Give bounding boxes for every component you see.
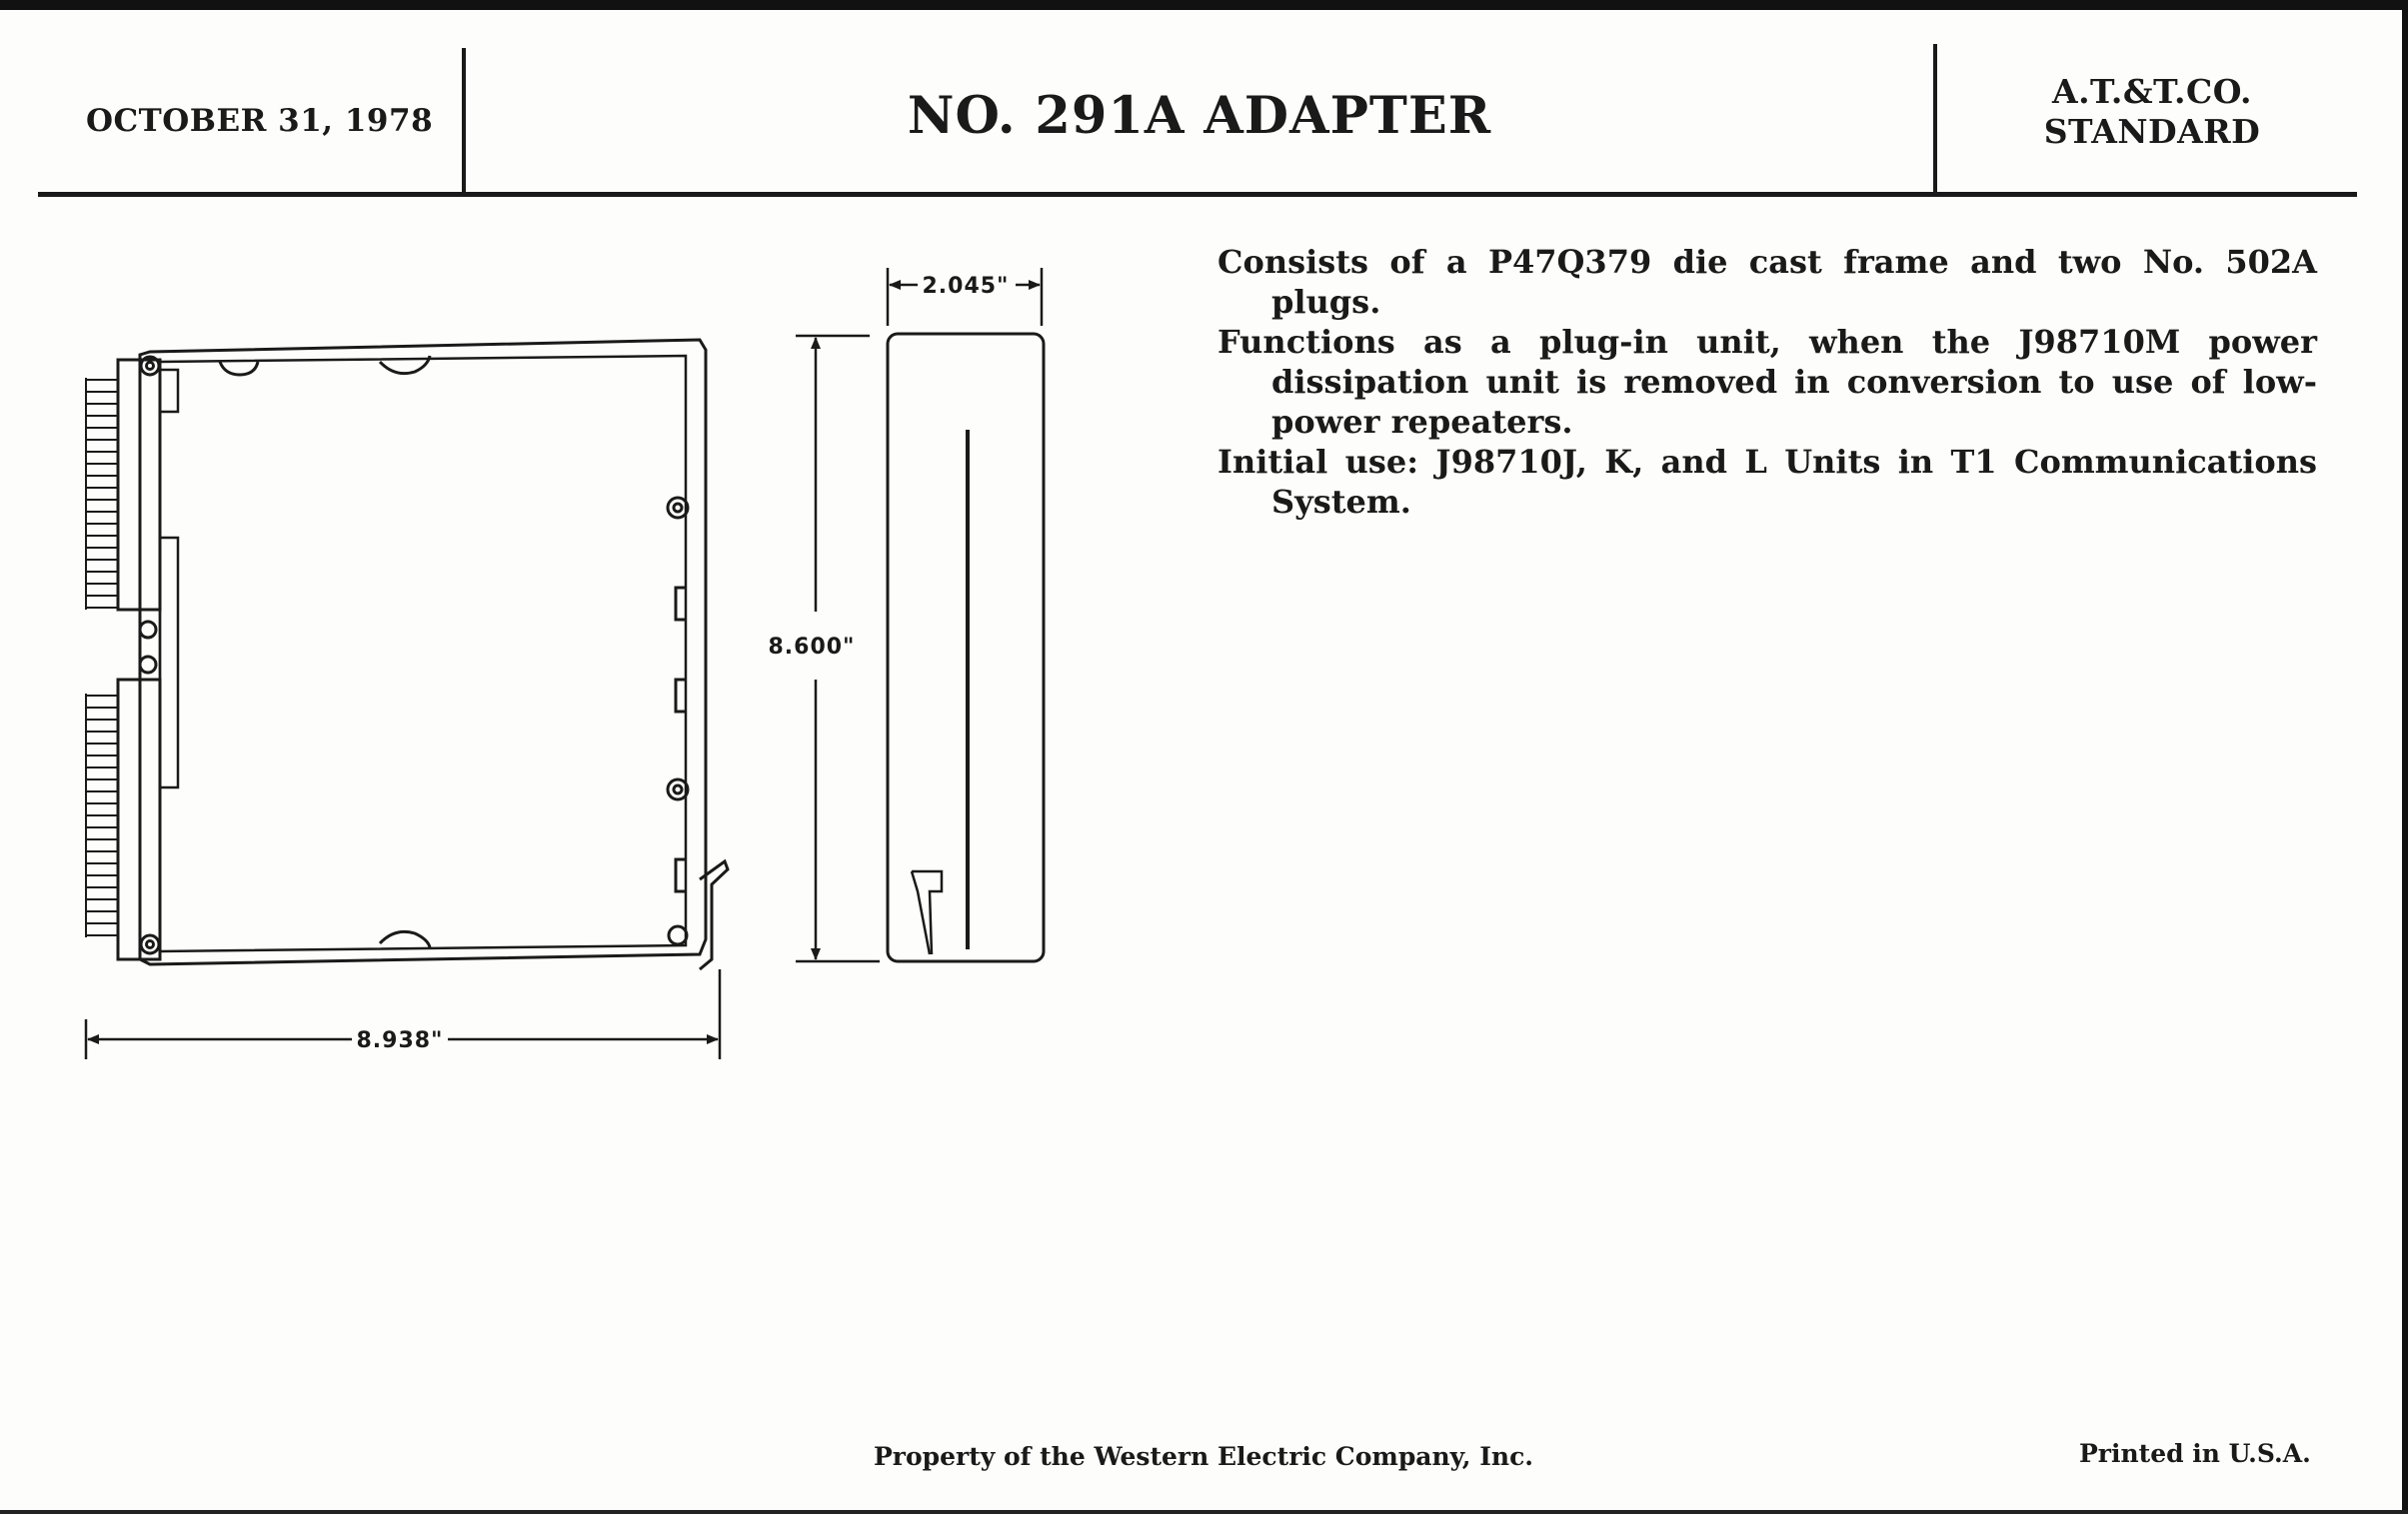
description-paragraph: Functions as a plug-in unit, when the J98710M power dissipation unit is removed in conversion to use of low-power repeaters. (1217, 323, 2317, 441)
standard-label (1937, 72, 2367, 152)
issue-date: OCTOBER 31, 1978 (86, 103, 434, 139)
side-view (86, 340, 728, 969)
page-title: NO. 291A ADAPTER (907, 86, 1492, 146)
printed-notice: Printed in U.S.A. (2079, 1439, 2311, 1468)
card-right-edge (2402, 0, 2408, 1514)
card-top-edge (0, 0, 2408, 10)
description (1217, 242, 2317, 522)
description-paragraph: Initial use: J98710J, K, and L Units in T1 Communications System. (1217, 443, 2317, 521)
property-notice: Property of the Western Electric Company, Inc. (874, 1442, 1534, 1471)
standard-label-line1: A.T.&T.CO. (2051, 72, 2253, 111)
width-dimension-label: 8.938" (356, 1028, 444, 1053)
height-dimension-label: 8.600" (768, 635, 856, 660)
description-paragraph: Consists of a P47Q379 die cast frame and two No. 502A plugs. (1217, 243, 2317, 321)
depth-dimension-label: 2.045" (922, 274, 1010, 299)
standard-label-line2: STANDARD (2043, 112, 2261, 151)
header-rule (38, 192, 2357, 197)
card-bottom-edge (0, 1510, 2408, 1514)
end-view (888, 334, 1044, 961)
adapter-drawing (0, 240, 1100, 1099)
